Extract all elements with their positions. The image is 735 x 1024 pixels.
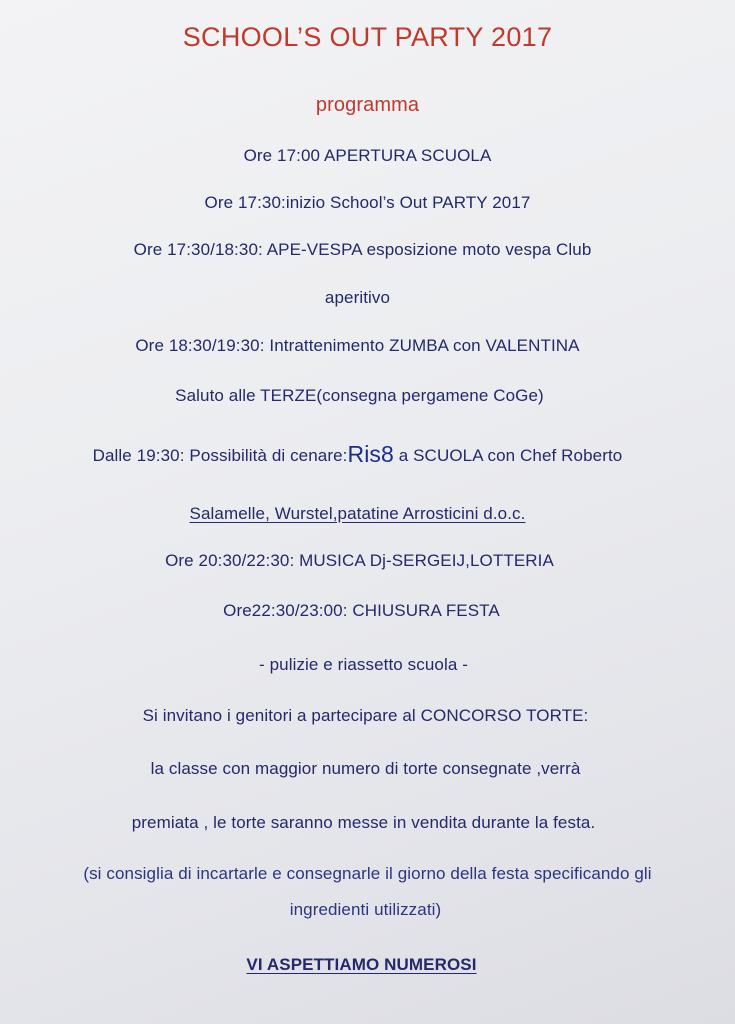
contest-note-2: ingredienti utilizzati) bbox=[289, 900, 442, 919]
schedule-aperitivo: aperitivo bbox=[324, 288, 391, 307]
schedule-closing: Ore22:30/23:00: CHIUSURA FESTA bbox=[223, 601, 500, 620]
schedule-greeting: Saluto alle TERZE(consegna pergamene CoGe) bbox=[175, 386, 544, 405]
contest-note-1: (si consiglia di incartarle e consegnarle il giorno della festa specificando gli bbox=[83, 864, 652, 883]
contest-rule-1: la classe con maggior numero di torte consegnate ,verrà bbox=[150, 759, 581, 778]
program-subtitle: programma bbox=[315, 94, 420, 116]
schedule-vespa: Ore 17:30/18:30: APE-VESPA esposizione moto vespa Club bbox=[133, 240, 592, 259]
closing-line bbox=[0, 955, 729, 975]
schedule-opening: Ore 17:00 APERTURA SCUOLA bbox=[243, 146, 492, 165]
dinner-menu bbox=[0, 504, 725, 524]
flyer-title: SCHOOL’S OUT PARTY 2017 bbox=[182, 22, 553, 52]
schedule-music: Ore 20:30/22:30: MUSICA Dj-SERGEIJ,LOTTERIA bbox=[165, 551, 554, 570]
dinner-menu-text: Salamelle, Wurstel,patatine Arrosticini d.o.c. bbox=[189, 504, 526, 523]
contest-rule-2: premiata , le torte saranno messe in vendita durante la festa. bbox=[131, 813, 596, 832]
dinner-prefix: Dalle 19:30: Possibilità di cenare: bbox=[92, 446, 348, 465]
closing-text: VI ASPETTIAMO NUMEROSI bbox=[246, 955, 477, 974]
contest-invite: Si invitano i genitori a partecipare al CONCORSO TORTE: bbox=[142, 706, 589, 725]
dinner-suffix: a SCUOLA con Chef Roberto bbox=[393, 446, 623, 465]
schedule-party-start: Ore 17:30:inizio School’s Out PARTY 2017 bbox=[204, 193, 531, 212]
schedule-cleanup: - pulizie e riassetto scuola - bbox=[259, 655, 468, 674]
ris8-brand: Ris8 bbox=[347, 441, 394, 467]
schedule-zumba: Ore 18:30/19:30: Intrattenimento ZUMBA con VALENTINA bbox=[135, 336, 580, 355]
schedule-dinner bbox=[0, 441, 725, 468]
